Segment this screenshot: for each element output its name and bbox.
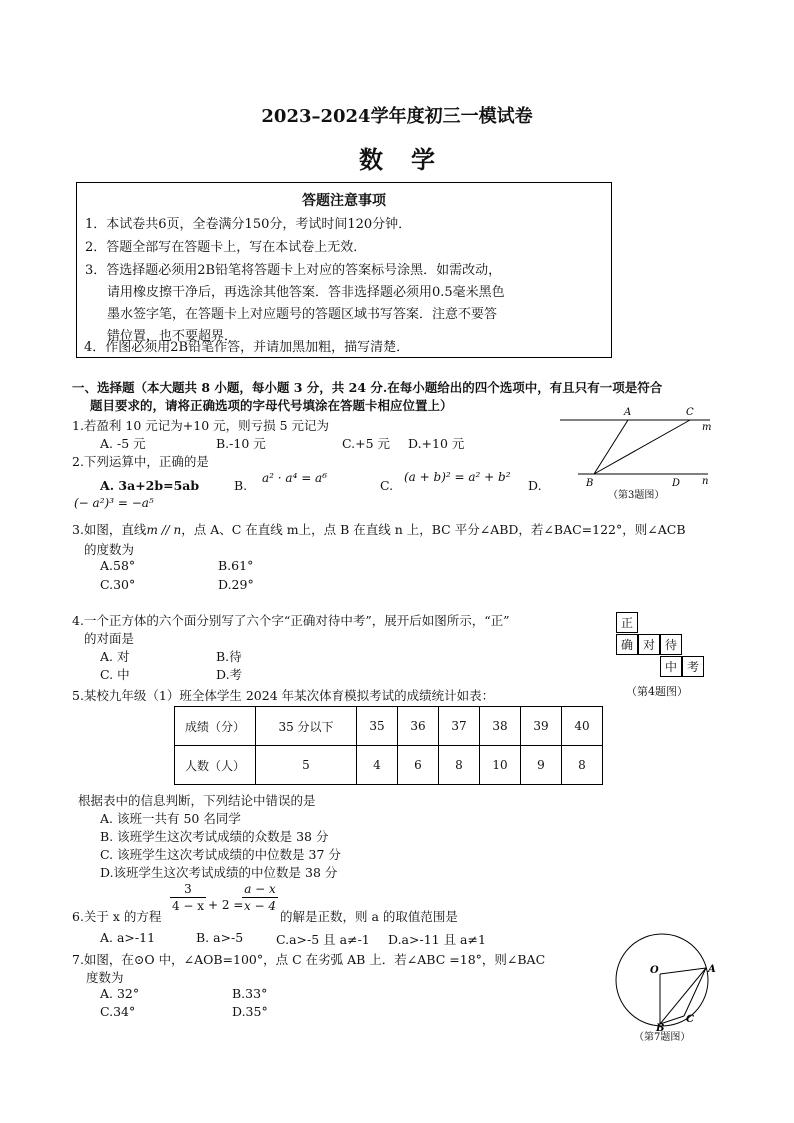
label-c: C [686,407,694,418]
segment-bc [594,420,690,474]
q4-option-c: C. 中 [100,667,130,682]
table-cell: 37 [439,707,480,746]
q3-option-d: D.29° [218,577,254,592]
table-cell: 成绩（分） [175,707,256,746]
table-cell: 6 [398,746,439,785]
q6-option-a: A. a>-11 [100,930,156,945]
q6-option-b: B. a>-5 [196,930,244,945]
q2-option-a: A. 3a+2b=5ab [100,478,200,493]
notice-box [76,182,612,358]
label-c: C [686,1014,694,1025]
circle-o [616,934,708,1026]
table-cell: 人数（人） [175,746,256,785]
table-cell: 9 [521,746,562,785]
table-cell: 8 [439,746,480,785]
q4-option-a: A. 对 [100,649,130,664]
q1-option-b: B.-10 元 [216,436,266,451]
q3-stem-mid: m // n [146,523,182,537]
q3-stem-pre: 3.如图，直线 [72,522,147,537]
score-table [174,706,603,785]
q7-option-c: C.34° [100,1004,136,1019]
q7-stem: 7.如图，在⊙O 中，∠AOB=100°，点 C 在劣弧 AB 上．若∠ABC =18°，则∠BAC [72,952,546,967]
label-a: A [624,407,632,418]
label-m: m [702,422,712,433]
segment-ab [594,420,628,474]
table-row [175,746,603,785]
q2-stem: 2.下列运算中，正确的是 [72,454,209,469]
cube-face: 中 [660,656,682,677]
notice-item: 3．答选择题必须用2B铅笔将答题卡上对应的答案标号涂黑．如需改动， [85,263,502,278]
q6-stem-pre: 6.关于 x 的方程 [72,909,162,924]
table-cell: 8 [562,746,603,785]
q2-option-c-expr: (a + b)² = a² + b² [404,470,511,484]
q4-stem: 4.一个正方体的六个面分别写了六个字“正确对待中考”，展开后如图所示，“正” [72,613,510,628]
q2-option-c-label: C. [380,478,394,493]
q6-option-c: C.a>-5 且 a≠-1 [276,932,370,947]
cube-face: 正 [616,612,638,633]
label-d: D [672,478,681,489]
q2-option-b-expr: a² · a⁴ = a⁶ [262,471,328,485]
q6-plus: + 2 = [208,898,244,912]
table-cell: 38 [480,707,521,746]
table-row [175,707,603,746]
q3-stem [72,520,686,538]
notice-item: 墨水签字笔，在答题卡上对应题号的答题区域书写答案．注意不要答 [107,307,498,322]
section-heading: 一、选择题（本大题共 8 小题，每小题 3 分，共 24 分.在每小题给出的四个选项中，有且只有一项是符合 [72,380,663,395]
q3-stem2: 的度数为 [84,542,135,557]
q5-stem: 5.某校九年级（1）班全体学生 2024 年某次体育模拟考试的成绩统计如表： [72,688,495,703]
q6-option-d: D.a>-11 且 a≠1 [388,932,486,947]
q4-option-b: B.待 [216,649,242,664]
fraction-denominator: x − 4 [243,899,277,913]
label-b: B [656,1023,665,1034]
q3-caption: （第3题图） [608,490,665,501]
notice-item: 2．答题全部写在答题卡上，写在本试卷上无效． [85,240,367,255]
q7-stem2: 度数为 [86,970,124,985]
q1-stem: 1.若盈利 10 元记为+10 元，则亏损 5 元记为 [72,418,330,433]
subject-title: 数学 [359,145,463,174]
notice-item: 请用橡皮擦干净后，再选涂其他答案．答非选择题必须用0.5毫米黑色 [107,285,505,300]
notice-item: 4．作图必须用2B铅笔作答，并请加黑加粗，描写清楚． [84,340,410,355]
q3-figure [560,402,720,502]
q2-option-b-label: B. [234,478,248,493]
notice-item: 错位置，也不要超界． [107,329,238,344]
cube-face: 对 [638,634,660,655]
q1-option-a: A. -5 元 [100,436,146,451]
fraction-numerator: a − x [244,882,276,896]
q7-option-a: A. 32° [100,986,140,1001]
table-cell: 36 [398,707,439,746]
table-cell: 4 [357,746,398,785]
section-heading-cont: 题目要求的，请将正确选项的字母代号填涂在答题卡相应位置上） [90,398,453,413]
cube-face: 确 [616,634,638,655]
q1-option-d: D.+10 元 [408,436,465,451]
exam-title: 2023–2024学年度初三一模试卷 [261,106,533,127]
q6-fraction-1 [170,882,206,913]
q3-stem-post: ，点 A、C 在直线 m上，点 B 在直线 n 上，BC 平分∠ABD，若∠BAC=122°，则∠ACB [181,522,686,537]
table-cell: 35 [357,707,398,746]
q7-figure [612,930,722,1046]
cube-face: 待 [660,634,682,655]
q3-option-b: B.61° [218,558,254,573]
segment-ac [684,968,706,1016]
q5-option-c: C. 该班学生这次考试成绩的中位数是 37 分 [100,847,341,862]
label-o: O [650,965,659,976]
table-cell: 35 分以下 [256,707,357,746]
notice-item: 1．本试卷共6页，全卷满分150分，考试时间120分钟． [85,217,412,232]
q2-option-d-expr: (− a²)³ = −a⁵ [74,496,154,510]
q2-option-d-label: D. [528,478,542,493]
q6-fraction-2 [242,882,278,913]
label-n: n [702,476,709,487]
segment-ab [660,968,706,1024]
q5-option-d: D.该班学生这次考试成绩的中位数是 38 分 [100,865,338,880]
table-cell: 10 [480,746,521,785]
q1-option-c: C.+5 元 [342,436,390,451]
q4-caption: （第4题图） [626,685,688,698]
cube-face: 考 [682,656,704,677]
table-cell: 40 [562,707,603,746]
fraction-numerator: 3 [184,882,192,896]
table-cell: 5 [256,746,357,785]
q5-option-a: A. 该班一共有 50 名同学 [100,811,241,826]
q6-stem-post: 的解是正数，则 a 的取值范围是 [280,909,458,924]
label-b: B [586,478,594,489]
q4-option-d: D.考 [216,667,243,682]
q5-option-b: B. 该班学生这次考试成绩的众数是 38 分 [100,829,329,844]
segment-oa [660,968,706,974]
q7-caption: （第7题图） [634,1032,691,1043]
q3-option-a: A.58° [100,558,136,573]
fraction-denominator: 4 − x [171,899,205,913]
q4-stem2: 的对面是 [84,631,135,646]
q7-option-d: D.35° [232,1004,268,1019]
label-a: A [708,964,716,975]
q7-option-b: B.33° [232,986,268,1001]
table-cell: 39 [521,707,562,746]
q5-stem2: 根据表中的信息判断，下列结论中错误的是 [78,793,316,808]
q3-option-c: C.30° [100,577,136,592]
notice-title: 答题注意事项 [302,193,386,209]
